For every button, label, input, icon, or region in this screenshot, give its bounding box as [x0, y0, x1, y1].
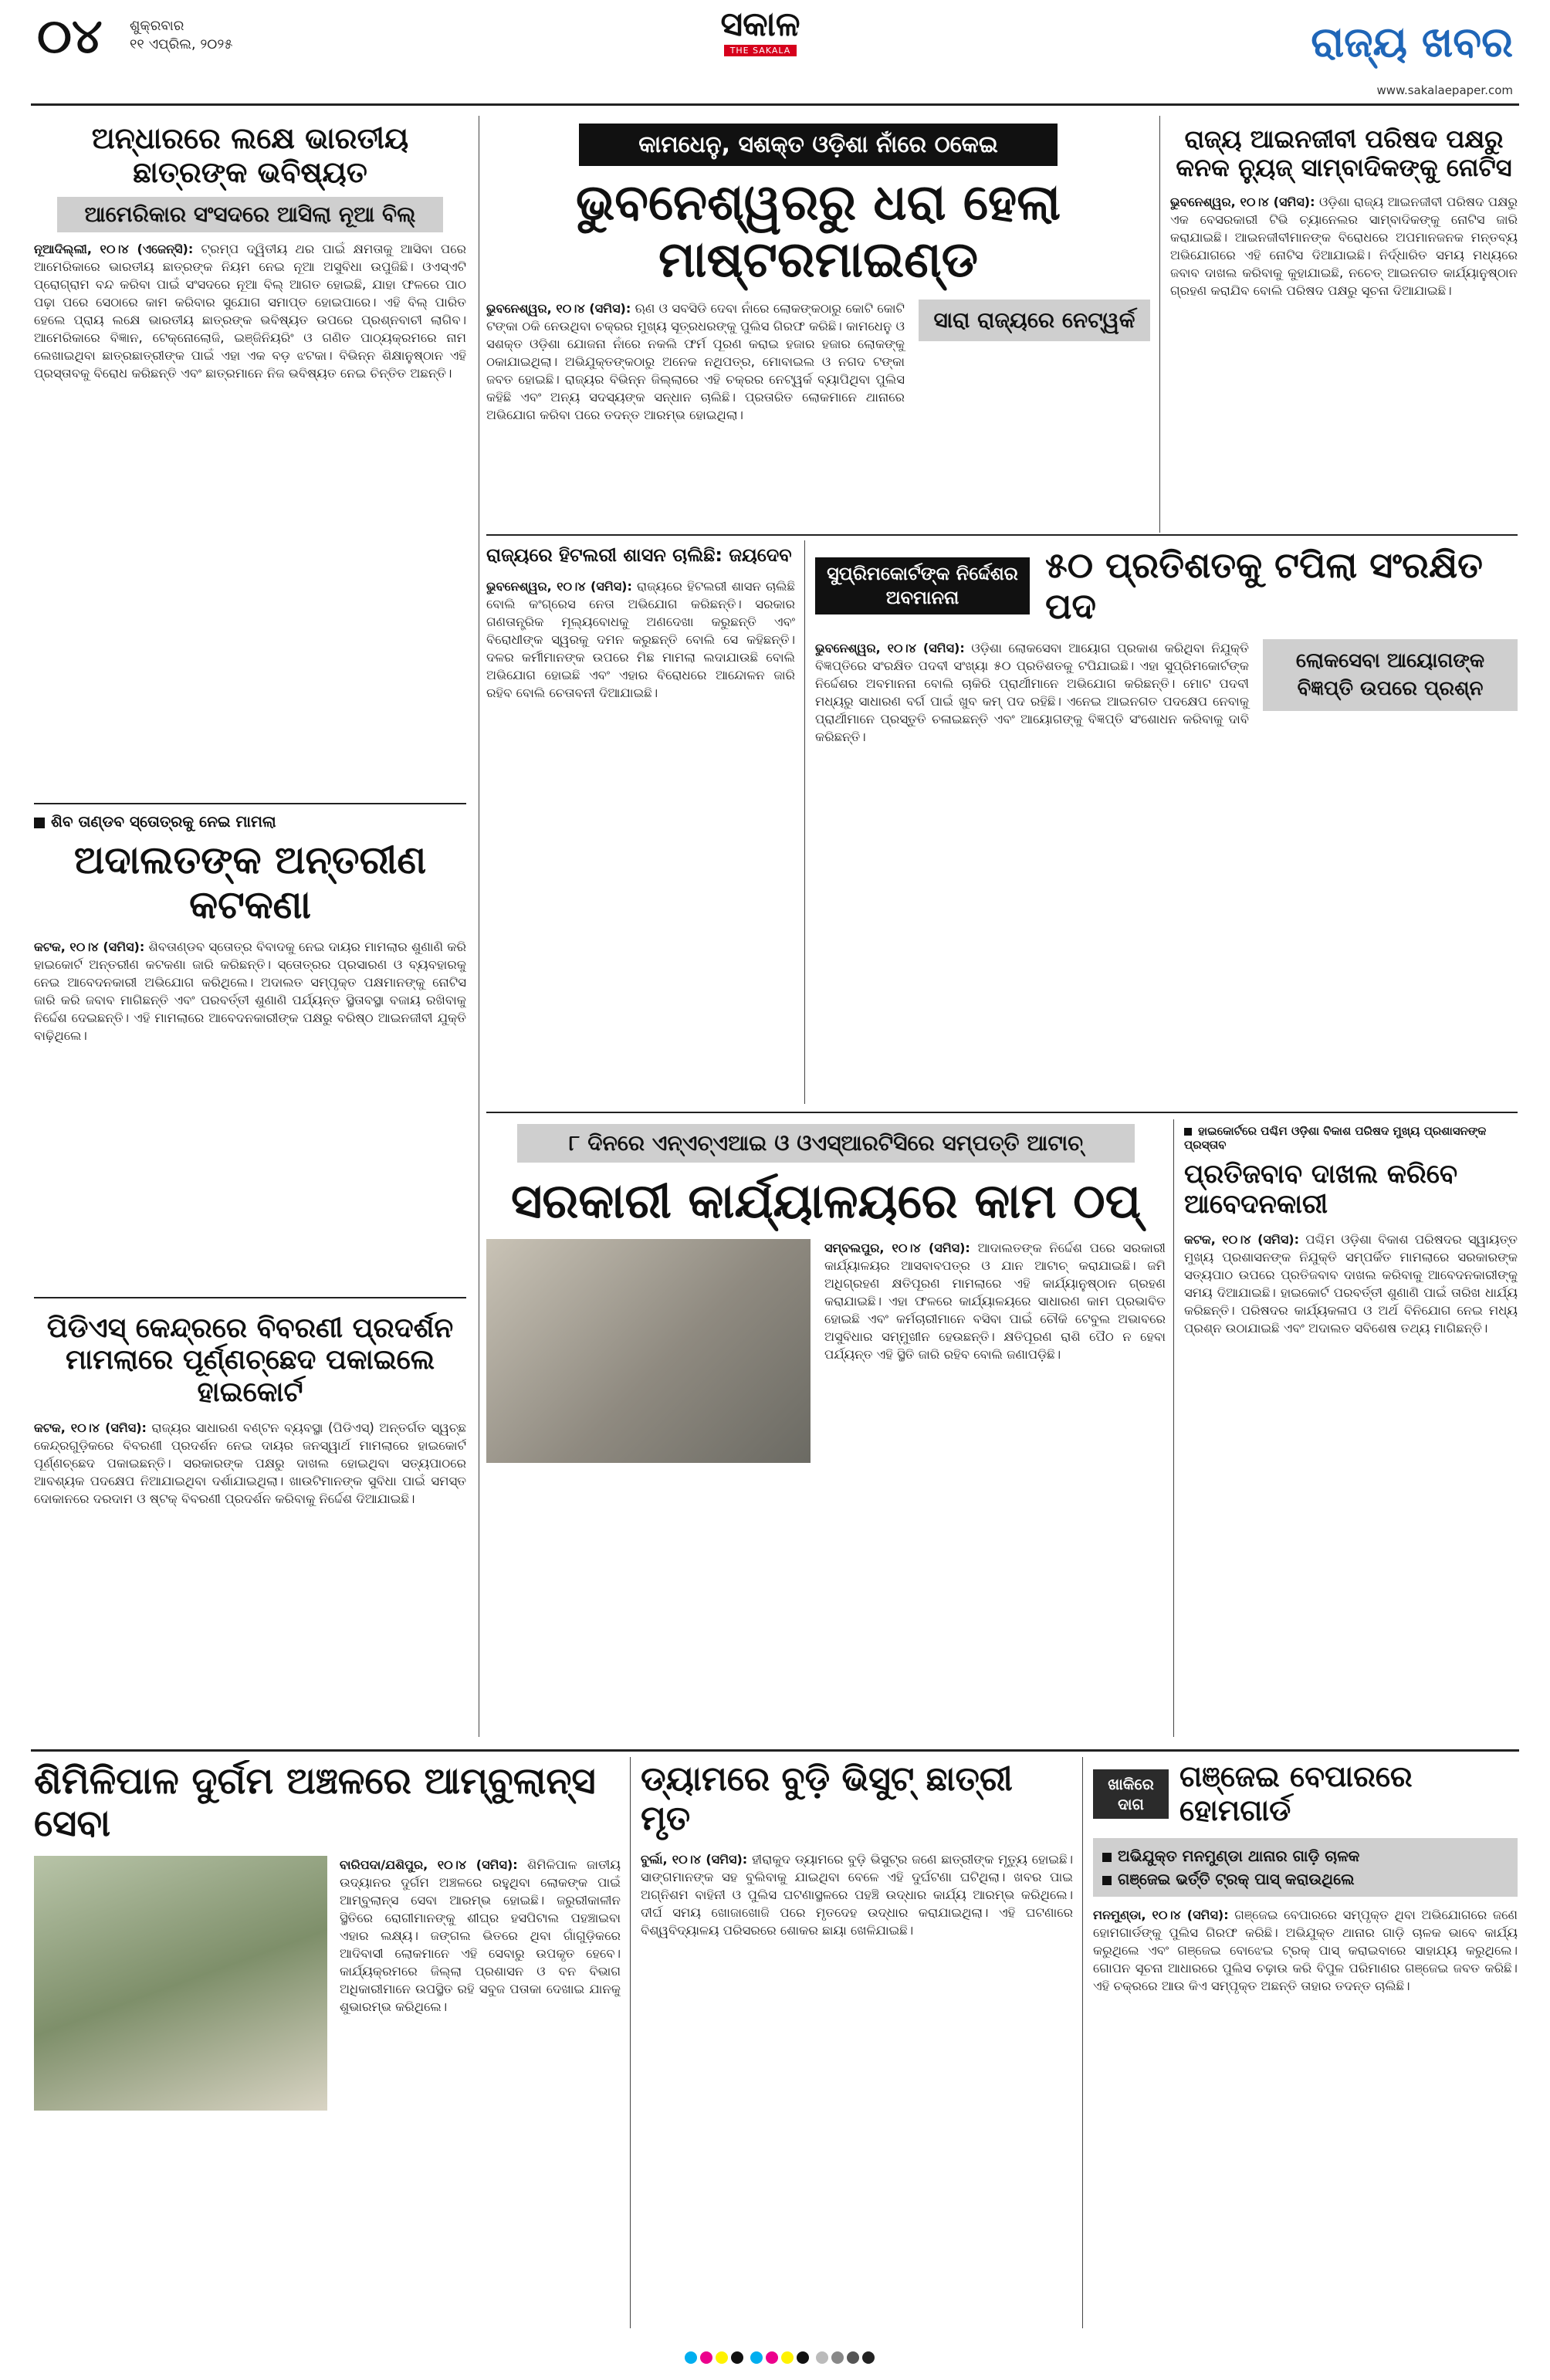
page-number: ୦୪	[37, 12, 103, 64]
headline: ଡ୍ୟାମରେ ବୁଡ଼ି ଭିସୁଟ୍ ଛାତ୍ରୀ ମୃତ	[641, 1760, 1013, 1838]
story-body: ଆଦାଲତଙ୍କ ନିର୍ଦ୍ଦେଶ ପରେ ସରକାରୀ କାର୍ଯ୍ୟାଳୟର ଆସବାବପତ୍ର ଓ ଯାନ ଆଟାଚ୍ କରାଯାଇଛି। ଜମି ଅଧିଗ୍ରହଣ କ୍ଷତିପୂରଣ ମାମଲାରେ ଏହି କାର୍ଯ୍ୟାନୁଷ୍ଠାନ ଗ୍ରହଣ କରାଯାଇଛି। ଏହା ଫଳରେ କାର୍ଯ୍ୟାଳୟରେ ସାଧାରଣ କାମ ପ୍ରଭାବିତ ହୋଇଛି ଏବଂ କର୍ମଚାରୀମାନେ ବସିବା ପାଇଁ ଚୌକି ଟେବୁଲ ଅଭାବରେ ଅସୁବିଧାର ସମ୍ମୁଖୀନ ହେଉଛନ୍ତି। କ୍ଷତିପୂରଣ ରାଶି ପୈଠ ନ ହେବା ପର୍ଯ୍ୟନ୍ତ ଏହି ସ୍ଥିତି ଜାରି ରହିବ ବୋଲି ଜଣାପଡ଼ିଛି।	[824, 1241, 1166, 1363]
story-body: ରାଜ୍ୟର ସାଧାରଣ ବଣ୍ଟନ ବ୍ୟବସ୍ଥା (ପିଡିଏସ୍) ଅନ୍ତର୍ଗତ ସ୍ୱଚ୍ଛ କେନ୍ଦ୍ରଗୁଡ଼ିକରେ ବିବରଣୀ ପ୍ରଦର୍ଶନ ନେଇ ଦାୟର ଜନସ୍ୱାର୍ଥ ମାମଲାରେ ହାଇକୋର୍ଟ ପୂର୍ଣ୍ଣଚ୍ଛେଦ ପକାଇଛନ୍ତି। ସରକାରଙ୍କ ପକ୍ଷରୁ ଦାଖଲ ହୋଇଥିବା ସତ୍ୟପାଠରେ ଆବଶ୍ୟକ ପଦକ୍ଷେପ ନିଆଯାଇଥିବା ଦର୍ଶାଯାଇଥିଲା। ଖାଉଟିମାନଙ୍କ ସୁବିଧା ପାଇଁ ସମସ୍ତ ଦୋକାନରେ ଦରଦାମ ଓ ଷ୍ଟକ୍ ବିବରଣୀ ପ୍ରଦର୍ଶନ କରିବାକୁ ନିର୍ଦ୍ଦେଶ ଦିଆଯାଇଛି।	[34, 1420, 466, 1507]
subhead: ସାରା ରାଜ୍ୟରେ ନେଟ୍ୱର୍କ	[919, 300, 1150, 341]
bullet-2: ଗଞ୍ଜେଇ ଭର୍ତ୍ତି ଟ୍ରକ୍ ପାସ୍ କରାଉଥିଲେ	[1118, 1870, 1355, 1889]
dateline: ମନମୁଣ୍ଡା, ୧୦।୪ (ସମିସ):	[1093, 1908, 1229, 1923]
dateline: ଭୁବନେଶ୍ୱର, ୧୦।୪ (ସମିସ):	[815, 640, 965, 655]
headline: ପିଡିଏସ୍ କେନ୍ଦ୍ରରେ ବିବରଣୀ ପ୍ରଦର୍ଶନ ମାମଲାରେ ପୂର୍ଣ୍ଣଚ୍ଛେଦ ପକାଇଲେ ହାଇକୋର୍ଟ	[46, 1312, 454, 1408]
story-body: ଟ୍ରମ୍ପ ଦ୍ୱିତୀୟ ଥର ପାଇଁ କ୍ଷମତାକୁ ଆସିବା ପରେ ଆମେରିକାରେ ଭାରତୀୟ ଛାତ୍ରଙ୍କ ନିୟମ ନେଇ ନୂଆ ଅସୁବିଧା ଉପୁଜିଛି। ଓଏସ୍ଏଟି ପ୍ରୋଗ୍ରାମ ବନ୍ଦ କରିବା ପାଇଁ ସଂସଦରେ ନୂଆ ବିଲ୍ ଆଗତ ହୋଇଛି, ଯାହା ଫଳରେ ପାଠ ପଢ଼ା ପରେ ସେଠାରେ କାମ କରିବାର ସୁଯୋଗ ସମାପ୍ତ ହୋଇପାରେ। ଏହି ବିଲ୍ ପାରିତ ହେଲେ ପ୍ରାୟ ଲକ୍ଷେ ଭାରତୀୟ ଛାତ୍ରଙ୍କ ଭବିଷ୍ୟତ ଉପରେ ପ୍ରଶ୍ନବାଚୀ ଲାଗିବ। ଆମେରିକାରେ ବିଜ୍ଞାନ, ଟେକ୍ନୋଲୋଜି, ଇଞ୍ଜିନିୟରିଂ ଓ ଗଣିତ ପାଠ୍ୟକ୍ରମରେ ନାମ ଲେଖାଇଥିବା ଛାତ୍ରଛାତ୍ରୀଙ୍କ ପାଇଁ ଏହା ଏକ ବଡ଼ ଝଟକା। ବିଭିନ୍ନ ଶିକ୍ଷାନୁଷ୍ଠାନ ଏହି ପ୍ରସ୍ତାବକୁ ବିରୋଧ କରିଛନ୍ତି ଏବଂ ଛାତ୍ରମାନେ ନିଜ ଭବିଷ୍ୟତ ନେଇ ଚିନ୍ତିତ ଅଛନ୍ତି।	[34, 242, 466, 381]
headline: ଅଦାଲତଙ୍କ ଅନ୍ତରୀଣ କଟକଣା	[73, 838, 427, 927]
dateline: ଭୁବନେଶ୍ୱର, ୧୦।୪ (ସମିସ):	[1170, 194, 1315, 209]
column-rule	[1082, 1757, 1083, 2328]
story-office-work	[486, 1124, 1166, 1742]
date-block	[130, 17, 261, 60]
divider	[486, 534, 1518, 536]
headline: ରାଜ୍ୟରେ ହିଟଲରୀ ଶାସନ ଚାଲିଛି: ଜୟଦେବ	[486, 545, 792, 566]
story-body: ହୀରାକୁଦ ଡ୍ୟାମରେ ବୁଡ଼ି ଭିସୁଟ୍ର ଜଣେ ଛାତ୍ରୀଙ୍କ ମୃତ୍ୟୁ ହୋଇଛି। ସାଙ୍ଗମାନଙ୍କ ସହ ବୁଲିବାକୁ ଯାଇଥିବା ବେଳେ ଏହି ଦୁର୍ଘଟଣା ଘଟିଥିଲା। ଖବର ପାଇ ଅଗ୍ନିଶମ ବାହିନୀ ଓ ପୁଲିସ ଘଟଣାସ୍ଥଳରେ ପହଞ୍ଚି ଉଦ୍ଧାର କାର୍ଯ୍ୟ ଆରମ୍ଭ କରିଥିଲେ। ଦୀର୍ଘ ସମୟ ଖୋଜାଖୋଜି ପରେ ମୃତଦେହ ଉଦ୍ଧାର କରାଯାଇଥିଲା। ଏହି ଘଟଣାରେ ବିଶ୍ୱବିଦ୍ୟାଳୟ ପରିସରରେ ଶୋକର ଛାୟା ଖେଳିଯାଇଛି।	[641, 1852, 1073, 1938]
newspaper-logo[interactable]	[633, 8, 888, 69]
dateline: କଟକ, ୧୦।୪ (ସମିସ):	[34, 939, 145, 954]
story-advocate-notice	[1170, 125, 1518, 526]
story-body: ଓଡ଼ିଶା ଲୋକସେବା ଆୟୋଗ ପ୍ରକାଶ କରିଥିବା ନିଯୁକ୍ତି ବିଜ୍ଞପ୍ତିରେ ସଂରକ୍ଷିତ ପଦବୀ ସଂଖ୍ୟା ୫୦ ପ୍ରତିଶତକୁ ଟପିଯାଇଛି। ଏହା ସୁପ୍ରିମକୋର୍ଟଙ୍କ ନିର୍ଦ୍ଦେଶର ଅବମାନନା ବୋଲି ଚାକିରି ପ୍ରାର୍ଥୀମାନେ ଅଭିଯୋଗ କରିଛନ୍ତି। ମୋଟ ପଦବୀ ମଧ୍ୟରୁ ସାଧାରଣ ବର୍ଗ ପାଇଁ ଖୁବ କମ୍ ପଦ ରହିଛି। ଏନେଇ ଆଇନଗତ ପଦକ୍ଷେପ ନେବାକୁ ପ୍ରାର୍ଥୀମାନେ ପ୍ରସ୍ତୁତି ଚଳାଇଛନ୍ତି ଏବଂ ଆୟୋଗଙ୍କୁ ବିଜ୍ଞପ୍ତି ସଂଶୋଧନ କରିବାକୁ ଦାବି କରିଛନ୍ତି।	[815, 640, 1250, 744]
headline: ଅନ୍ଧାରରେ ଲକ୍ଷେ ଭାରତୀୟ ଛାତ୍ରଙ୍କ ଭବିଷ୍ୟତ	[91, 122, 409, 189]
kicker: ହାଇକୋର୍ଟରେ ପଶ୍ଚିମ ଓଡ଼ିଶା ବିକାଶ ପରିଷଦ ମୁଖ୍ୟ ପ୍ରଶାସନଙ୍କ ପ୍ରସ୍ତାବ	[1184, 1124, 1487, 1152]
story-reserved-posts	[815, 545, 1518, 1101]
story-jaydev	[486, 545, 795, 1101]
band: ସୁପ୍ରିମକୋର୍ଟଙ୍କ ନିର୍ଦ୍ଦେଶର ଅବମାନନା	[815, 557, 1030, 614]
story-body: ପଶ୍ଚିମ ଓଡ଼ିଶା ବିକାଶ ପରିଷଦର ସ୍ୱାୟତ୍ତ ମୁଖ୍ୟ ପ୍ରଶାସନଙ୍କ ନିଯୁକ୍ତି ସମ୍ପର୍କିତ ମାମଲାରେ ସରକାରଙ୍କ ସତ୍ୟପାଠ ଉପରେ ପ୍ରତିଜବାବ ଦାଖଲ କରିବାକୁ ଆବେଦନକାରୀଙ୍କୁ ସମୟ ଦିଆଯାଇଛି। ହାଇକୋର୍ଟ ପରବର୍ତ୍ତୀ ଶୁଣାଣି ପାଇଁ ତାରିଖ ଧାର୍ଯ୍ୟ କରିଛନ୍ତି। ପରିଷଦର କାର୍ଯ୍ୟକଳାପ ଓ ଅର୍ଥ ବିନିଯୋଗ ନେଇ ମଧ୍ୟ ପ୍ରଶ୍ନ ଉଠାଯାଇଛି ଏବଂ ଅଦାଲତ ସବିଶେଷ ତଥ୍ୟ ମାଗିଛନ୍ତି।	[1184, 1232, 1518, 1336]
dateline: କଟକ, ୧୦।୪ (ସମିସ):	[34, 1420, 147, 1436]
dateline: କଟକ, ୧୦।୪ (ସମିସ):	[1184, 1232, 1300, 1248]
column-rule	[804, 540, 805, 1104]
day-label: ଶୁକ୍ରବାର	[130, 18, 184, 34]
column-rule	[1159, 116, 1160, 533]
logo-text: ସକାଳ	[720, 8, 800, 44]
story-court-stay	[34, 812, 466, 1275]
bullet-square-icon	[1102, 1853, 1112, 1862]
headline: ପ୍ରତିଜବାବ ଦାଖଲ କରିବେ ଆବେଦନକାରୀ	[1184, 1159, 1458, 1220]
headline: ରାଜ୍ୟ ଆଇନଜୀବୀ ପରିଷଦ ପକ୍ଷରୁ କନକ ନ୍ୟୁଜ୍ ସାମ୍ବାଦିକଙ୍କୁ ନୋଟିସ	[1176, 125, 1512, 182]
headline: ଶିମିଳିପାଳ ଦୁର୍ଗମ ଅଞ୍ଚଳରେ ଆମ୍ବୁଲାନ୍ସ ସେବା	[34, 1760, 596, 1846]
masthead-rule	[31, 103, 1519, 106]
ambulance-photo	[34, 1856, 327, 2111]
story-body: ଶିମିଳିପାଳ ଜାତୀୟ ଉଦ୍ୟାନର ଦୁର୍ଗମ ଅଞ୍ଚଳରେ ରହୁଥିବା ଲୋକଙ୍କ ପାଇଁ ଆମ୍ବୁଲାନ୍ସ ସେବା ଆରମ୍ଭ ହୋଇଛି। ଜରୁରୀକାଳୀନ ସ୍ଥିତିରେ ରୋଗୀମାନଙ୍କୁ ଶୀଘ୍ର ହସପିଟାଲ ପହଞ୍ଚାଇବା ଏହାର ଲକ୍ଷ୍ୟ। ଜଙ୍ଗଲ ଭିତରେ ଥିବା ଗାଁଗୁଡ଼ିକରେ ଆଦିବାସୀ ଲୋକମାନେ ଏହି ସେବାରୁ ଉପକୃତ ହେବେ। କାର୍ଯ୍ୟକ୍ରମରେ ଜିଲ୍ଲା ପ୍ରଶାସନ ଓ ବନ ବିଭାଗ ଅଧିକାରୀମାନେ ଉପସ୍ଥିତ ରହି ସବୁଜ ପତାକା ଦେଖାଇ ଯାନକୁ ଶୁଭାରମ୍ଭ କରିଥିଲେ।	[340, 1857, 621, 2015]
tag: ଖାକିରେ ଦାଗ	[1093, 1769, 1169, 1819]
bullet-square-icon	[1102, 1876, 1112, 1885]
story-pds	[34, 1312, 466, 1745]
dateline: ନୂଆଦିଲ୍ଲୀ, ୧୦।୪ (ଏଜେନ୍ସି):	[34, 242, 194, 257]
website-url[interactable]: www.sakalaepaper.com	[1376, 83, 1513, 97]
kicker: ଶିବ ତାଣ୍ଡବ ସ୍ତୋତ୍ରକୁ ନେଇ ମାମଲା	[51, 812, 276, 831]
story-body: ଋଣ ଓ ସବସିଡି ଦେବା ନାଁରେ ଲୋକଙ୍କଠାରୁ କୋଟି କୋଟି ଟଙ୍କା ଠକି ନେଉଥିବା ଚକ୍ରର ମୁଖ୍ୟ ସୂତ୍ରଧରଙ୍କୁ ପୁଲିସ ଗିରଫ କରିଛି। କାମଧେନୁ ଓ ସଶକ୍ତ ଓଡ଼ିଶା ଯୋଜନା ନାଁରେ ନକଲି ଫର୍ମ ପୂରଣ କରାଇ ହଜାର ହଜାର ଲୋକଙ୍କୁ ଠକାଯାଇଥିଲା। ଅଭିଯୁକ୍ତଙ୍କଠାରୁ ଅନେକ ନଥିପତ୍ର, ମୋବାଇଲ ଓ ନଗଦ ଟଙ୍କା ଜବତ ହୋଇଛି। ରାଜ୍ୟର ବିଭିନ୍ନ ଜିଲ୍ଲାରେ ଏହି ଚକ୍ରର ନେଟ୍ୱର୍କ ବ୍ୟାପିଥିବା ପୁଲିସ କହିଛି ଏବଂ ଅନ୍ୟ ସଦସ୍ୟଙ୍କ ସନ୍ଧାନ ଚାଲିଛି। ପ୍ରତାରିତ ଲୋକମାନେ ଥାନାରେ ଅଭିଯୋଗ କରିବା ପରେ ତଦନ୍ତ ଆରମ୍ଭ ହୋଇଥିଲା।	[486, 301, 905, 423]
dateline: ଭୁବନେଶ୍ୱର, ୧୦।୪ (ସମିସ):	[486, 578, 632, 594]
column-rule	[630, 1757, 631, 2328]
subhead: ଲୋକସେବା ଆୟୋଗଙ୍କ ବିଜ୍ଞପ୍ତି ଉପରେ ପ୍ରଶ୍ନ	[1263, 639, 1518, 711]
print-registration-marks	[432, 2351, 1127, 2370]
band: କାମଧେନୁ, ସଶକ୍ତ ଓଡ଼ିଶା ନାଁରେ ଠକେଇ	[579, 124, 1058, 166]
column-rule	[1173, 1119, 1174, 1737]
logo-subtext: THE SAKALA	[724, 45, 797, 56]
story-body: ଓଡ଼ିଶା ରାଜ୍ୟ ଆଇନଜୀବୀ ପରିଷଦ ପକ୍ଷରୁ ଏକ ବେସରକାରୀ ଟିଭି ଚ୍ୟାନେଲର ସାମ୍ବାଦିକଙ୍କୁ ନୋଟିସ ଜାରି କରାଯାଇଛି। ଆଇନଜୀବୀମାନଙ୍କ ବିରୋଧରେ ଅପମାନଜନକ ମନ୍ତବ୍ୟ ଅଭିଯୋଗରେ ଏହି ନୋଟିସ ଦିଆଯାଇଛି। ନିର୍ଦ୍ଧାରିତ ସମୟ ମଧ୍ୟରେ ଜବାବ ଦାଖଲ କରିବାକୁ କୁହାଯାଇଛି, ନଚେତ୍ ଆଇନଗତ କାର୍ଯ୍ୟାନୁଷ୍ଠାନ ଗ୍ରହଣ କରାଯିବ ବୋଲି ପରିଷଦ ପକ୍ଷରୁ ସୂଚନା ଦିଆଯାଇଛି।	[1170, 194, 1518, 298]
headline: ୫୦ ପ୍ରତିଶତକୁ ଟପିଲା ସଂରକ୍ଷିତ ପଦ	[1045, 545, 1483, 627]
headline: ସରକାରୀ କାର୍ଯ୍ୟାଳୟରେ କାମ ଠପ୍	[510, 1173, 1141, 1229]
section-title: ରାଜ୍ୟ ଖବର	[1311, 22, 1513, 66]
headline: ଗଞ୍ଜେଇ ବେପାରରେ ହୋମଗାର୍ଡ	[1179, 1760, 1413, 1827]
dateline: ବୁର୍ଲା, ୧୦।୪ (ସମିସ):	[641, 1852, 748, 1867]
divider	[34, 803, 466, 804]
story-home-guard	[1093, 1760, 1518, 2331]
band: ୮ ଦିନରେ ଏନ୍ଏଚ୍ଏଆଇ ଓ ଓଏସ୍ଆରଟିସିରେ ସମ୍ପତ୍ତି ଆଟାଚ୍	[517, 1124, 1135, 1163]
bullet-box	[1093, 1838, 1518, 1897]
story-body: ଗଞ୍ଜେଇ ବେପାରରେ ସମ୍ପୃକ୍ତ ଥିବା ଅଭିଯୋଗରେ ଜଣେ ହୋମଗାର୍ଡଙ୍କୁ ପୁଲିସ ଗିରଫ କରିଛି। ଅଭିଯୁକ୍ତ ଥାନାର ଗାଡ଼ି ଚାଳକ ଭାବେ କାର୍ଯ୍ୟ କରୁଥିଲେ ଏବଂ ଗଞ୍ଜେଇ ବୋଝେଇ ଟ୍ରକ୍ ପାସ୍ କରାଇବାରେ ସାହାଯ୍ୟ କରୁଥିଲେ। ଗୋପନ ସୂଚନା ଆଧାରରେ ପୁଲିସ ଚଢ଼ାଉ କରି ବିପୁଳ ପରିମାଣର ଗଞ୍ଜେଇ ଜବତ କରିଛି। ଏହି ଚକ୍ରରେ ଆଉ କିଏ ସମ୍ପୃକ୍ତ ଅଛନ୍ତି ତାହାର ତଦନ୍ତ ଚାଲିଛି।	[1093, 1908, 1518, 1994]
headline: ଭୁବନେଶ୍ୱରରୁ ଧରା ହେଲା ମାଷ୍ଟରମାଇଣ୍ଡ	[575, 174, 1061, 289]
story-mastermind	[486, 124, 1150, 525]
dateline: ବାରିପଦା/ଯଶିପୁର, ୧୦।୪ (ସମିସ):	[340, 1857, 518, 1873]
story-ambulance	[34, 1760, 621, 2331]
subhead: ଆମେରିକାର ସଂସଦରେ ଆସିଲା ନୂଆ ବିଲ୍	[57, 197, 443, 232]
story-body: ଶିବତାଣ୍ଡବ ସ୍ତୋତ୍ର ବିବାଦକୁ ନେଇ ଦାୟର ମାମଲାର ଶୁଣାଣି କରି ହାଇକୋର୍ଟ ଅନ୍ତରୀଣ କଟକଣା ଜାରି କରିଛନ୍ତି। ସ୍ତୋତ୍ରର ପ୍ରସାରଣ ଓ ବ୍ୟବହାରକୁ ନେଇ ଆବେଦନକାରୀ ଅଭିଯୋଗ କରିଥିଲେ। ଅଦାଲତ ସମ୍ପୃକ୍ତ ପକ୍ଷମାନଙ୍କୁ ନୋଟିସ ଜାରି କରି ଜବାବ ମାଗିଛନ୍ତି ଏବଂ ପରବର୍ତ୍ତୀ ଶୁଣାଣି ପର୍ଯ୍ୟନ୍ତ ସ୍ଥିତାବସ୍ଥା ବଜାୟ ରଖିବାକୁ ନିର୍ଦ୍ଦେଶ ଦେଇଛନ୍ତି। ଏହି ମାମଲାରେ ଆବେଦନକାରୀଙ୍କ ପକ୍ଷରୁ ବରିଷ୍ଠ ଆଇନଜୀବୀ ଯୁକ୍ତି ବାଢ଼ିଥିଲେ।	[34, 939, 466, 1043]
story-body: ରାଜ୍ୟରେ ହିଟଲରୀ ଶାସନ ଚାଲିଛି ବୋଲି କଂଗ୍ରେସ ନେତା ଅଭିଯୋଗ କରିଛନ୍ତି। ସରକାର ଗଣତାନ୍ତ୍ରିକ ମୂଲ୍ୟବୋଧକୁ ଅଣଦେଖା କରୁଛନ୍ତି ଏବଂ ବିରୋଧୀଙ୍କ ସ୍ୱରକୁ ଦମନ କରୁଛନ୍ତି ବୋଲି ସେ କହିଛନ୍ତି। ଦଳର କର୍ମୀମାନଙ୍କ ଉପରେ ମିଛ ମାମଲା ଲଦାଯାଉଛି ବୋଲି ଅଭିଯୋଗ ହୋଇଛି ଏବଂ ଏହାର ବିରୋଧରେ ଆନ୍ଦୋଳନ ଜାରି ରହିବ ବୋଲି ଚେତାବନୀ ଦିଆଯାଇଛି।	[486, 578, 795, 700]
date-label: ୧୧ ଏପ୍ରିଲ, ୨୦୨୫	[130, 36, 233, 52]
bullet-square-icon	[1184, 1128, 1192, 1136]
story-dam-drowning	[641, 1760, 1073, 2331]
bullet-square-icon	[34, 818, 45, 828]
story-us-students	[34, 122, 466, 585]
office-photo	[486, 1239, 811, 1463]
divider	[34, 1297, 466, 1298]
story-affidavit	[1184, 1124, 1518, 1742]
dateline: ସମ୍ବଲପୁର, ୧୦।୪ (ସମିସ):	[824, 1241, 970, 1256]
bullet-1: ଅଭିଯୁକ୍ତ ମନମୁଣ୍ଡା ଥାନାର ଗାଡ଼ି ଚାଳକ	[1118, 1847, 1360, 1866]
divider	[31, 1749, 1519, 1752]
dateline: ଭୁବନେଶ୍ୱର, ୧୦।୪ (ସମିସ):	[486, 301, 631, 317]
divider	[486, 1112, 1518, 1113]
